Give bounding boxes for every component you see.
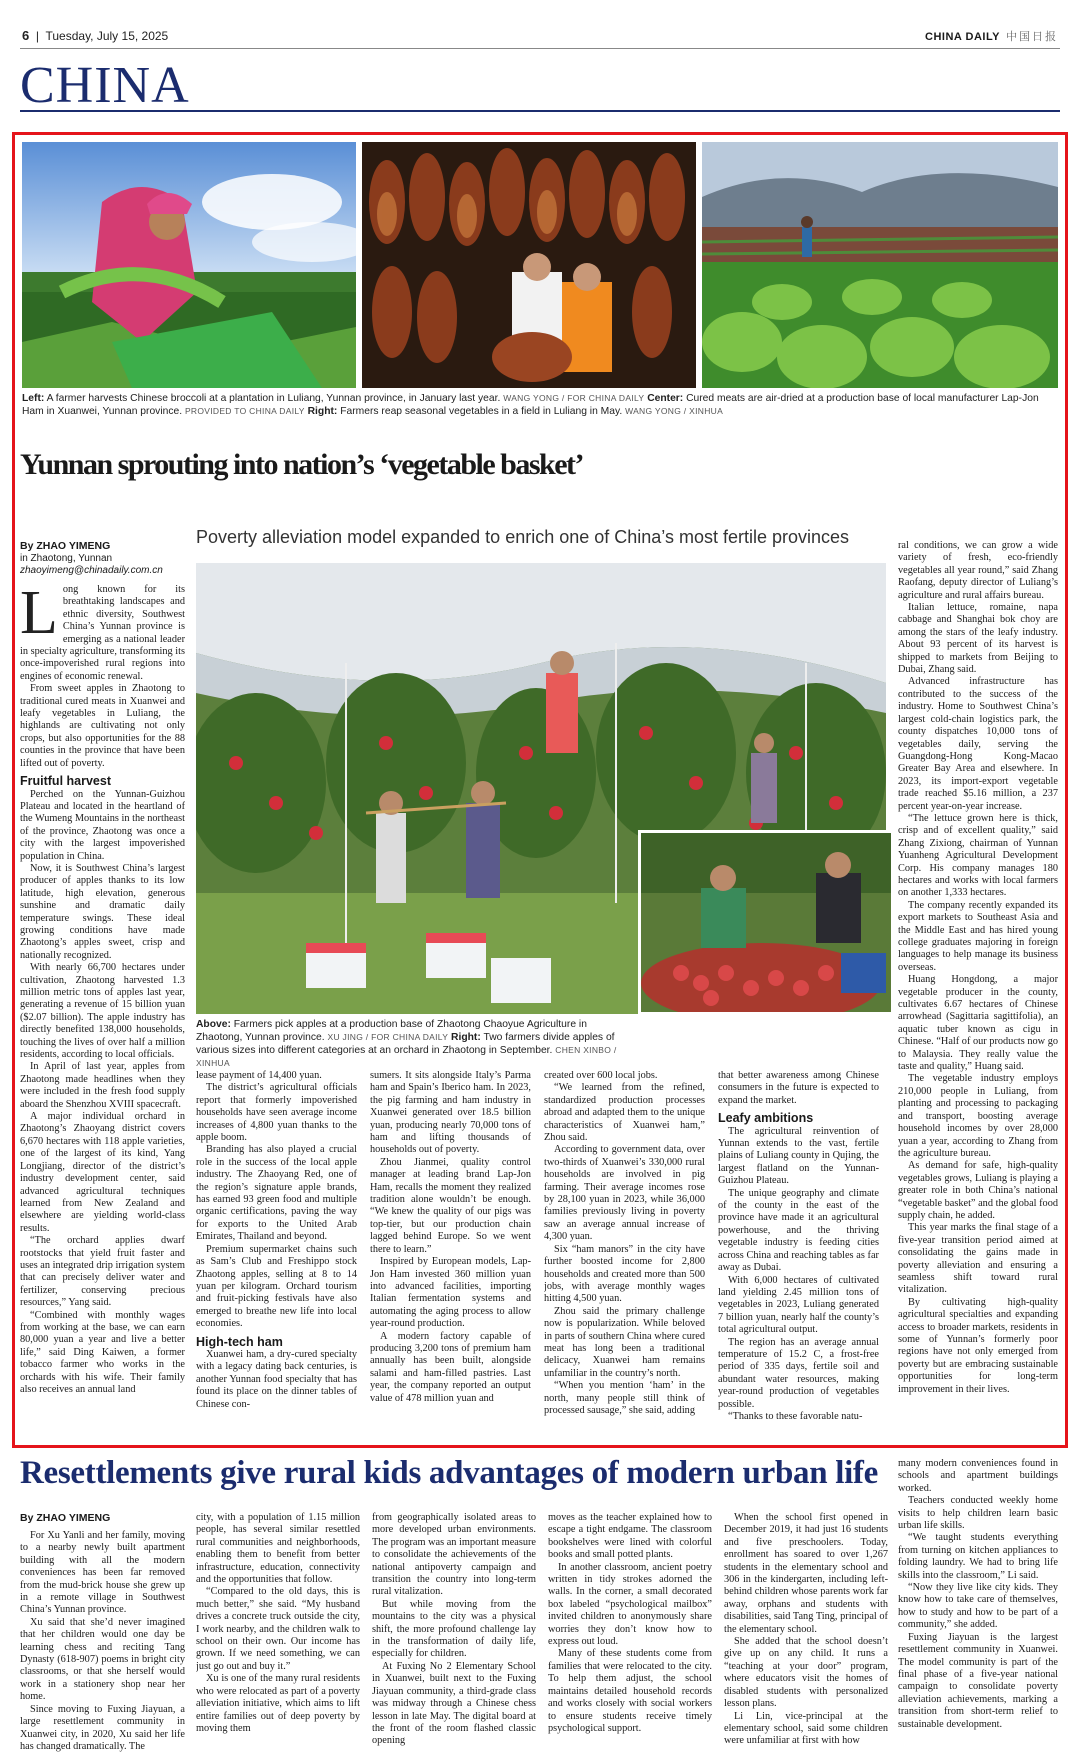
story2-column-3 <box>372 1512 536 1752</box>
page-number: 6 <box>22 28 30 43</box>
issue-date: Tuesday, July 15, 2025 <box>45 29 169 43</box>
top-rule <box>20 48 1060 49</box>
paragraph: She added that the school doesn’t give up on any child. It runs a “teaching at your door” program, where educators visit the homes of disabled students with personalized lesson plans. <box>724 1636 888 1710</box>
paragraph: Six “ham manors” in the city have further boosted income for 2,800 households and created more than 500 jobs, with average monthly wages hitting 4,500 yuan. <box>544 1243 705 1305</box>
paragraph: moves as the teacher explained how to escape a tight endgame. The classroom bookshelves were lined with colorful books and small potted plants. <box>548 1512 712 1561</box>
caption-label-above: Above: <box>196 1019 231 1030</box>
caption-text-above: Farmers pick apples at a production base of Zhaotong Chaoyue Agriculture in Zhaotong, Yunnan province. <box>196 1019 587 1043</box>
paragraph: “Thanks to these favorable natu- <box>728 1410 863 1422</box>
paragraph: “The lettuce grown here is thick, crisp and of excellent quality,” said Zhang Zixiong, chairman of Yunnan Yuanheng Agricultural Development Corp. His company manages 180 hectares and works with local farmers on another 1,333 hectares. <box>898 812 1058 899</box>
masthead <box>925 28 1058 44</box>
paragraph: “Combined with monthly wages from working at the base, we can earn 80,000 yuan a year and live a better life,” said Ding Kaiwen, a former tobacco farmer who works in the orchards with his wife. Their family also receives an annual land <box>20 1309 185 1395</box>
byline <box>20 540 185 577</box>
paragraph: many modern conveniences found in schools and apartment buildings worked. <box>898 1458 1058 1494</box>
paragraph: Italian lettuce, romaine, napa cabbage and Shanghai bok choy are among the stars of the leafy industry. About 93 percent of its harvest is shipped to markets from Beijing to Dubai, Zhang said. <box>898 602 1058 676</box>
crosshead-high-tech-ham: High-tech ham <box>196 1334 283 1349</box>
story1-column-1 <box>20 584 185 1444</box>
caption-credit-center: PROVIDED TO CHINA DAILY <box>184 406 305 416</box>
paragraph: Fuxing Jiayuan is the largest resettlement community in Xuanwei. The model community is part of the final phase of a five-year national campaign to consolidate poverty alleviation achievements, marking a transition from short-term relief to sustainable development. <box>898 1631 1058 1730</box>
byline-author: By ZHAO YIMENG <box>20 540 111 552</box>
paragraph: Huang Hongdong, a major vegetable producer in the county, cultivates 6.67 hectares of Chinese arrowhead (Sagittaria sagittifolia), an aquatic tuber known as cigu in Chinese. “Half of our products now go to Malaysia. They really value the taste and quality,” Huang said. <box>898 974 1058 1073</box>
story2-column-2 <box>196 1512 360 1752</box>
paragraph: Branding has also played a crucial role in the success of the local apple industry. The Zhaoyang Red, one of the region’s signature apple brands, has earned 93 green food and multiple organic certifications, paving the way for exports to the United Arab Emirates, Thailand and beyond. <box>196 1144 357 1243</box>
caption-label-center: Center: <box>644 393 684 404</box>
paragraph: Zhou Jianmei, quality control manager at leading brand Lap-Jon Ham, recalls the moment they realized tradition alone wouldn’t be enough. “We knew the quality of our pigs was top-tier, but our production chain lagged behind Europe. So we went there to learn.” <box>370 1156 531 1255</box>
paper-name: CHINA DAILY <box>925 31 1000 43</box>
paragraph: city, with a population of 1.15 million people, has several similar resettled rural communities and neighborhoods, enabling them to benefit from better infrastructure, education, connectivity and the opportunities that follow. <box>196 1512 360 1586</box>
drop-cap: L <box>20 584 58 647</box>
paragraph: The unique geography and climate of the county in the east of the province have made it an agricultural powerhouse, and the thriving vegetable industry is feeding cities across China and reaching tables as far away as Dubai. <box>718 1187 879 1274</box>
caption-label-left: Left: <box>22 393 45 404</box>
paragraph: “Compared to the old days, this is much better,” she said. “My husband drives a concrete truck outside the city, I work nearby, and the children walk to school on their own. Our income has grown. If we need something, we can just go out and buy it.” <box>196 1586 360 1672</box>
caption-credit-above: XU JING / FOR CHINA DAILY <box>327 1032 449 1042</box>
top-photos-caption <box>22 392 1058 418</box>
story2-byline-author: By ZHAO YIMENG <box>20 1512 111 1524</box>
caption-text-center: Cured meats are air-dried at a production base of local manufacturer Lap-Jon Ham in Xuanwei, Yunnan province. <box>22 393 1039 417</box>
paragraph: Li Lin, vice-principal at the elementary school, said some children were unfamiliar at first with how <box>724 1710 888 1747</box>
story2-column-5 <box>724 1512 888 1752</box>
story1-column-2 <box>196 1070 357 1444</box>
paragraph: Teachers conducted weekly home visits to help children learn basic urban life skills. <box>898 1495 1058 1532</box>
farmer-harvest-photo <box>22 142 356 388</box>
paragraph: Xuanwei ham, a dry-cured specialty with a legacy dating back centuries, is another Yunnan food specialty that has found its place on the dinner tables of Chinese con- <box>196 1348 357 1410</box>
paragraph: With nearly 66,700 hectares under cultivation, Zhaotong harvested 1.3 million metric tons of apples last year, generating a revenue of 15 billion yuan ($2.07 billion). The apple industry has directly benefited 138,000 households, touching the lives of over half a million residents, according to local officials. <box>20 962 185 1061</box>
vegetable-field-photo <box>702 142 1058 388</box>
paragraph: When the school first opened in December 2019, it had just 16 students and five preschoolers. Today, enrollment has soared to over 1,267 students in the elementary school and 306 in the kindergarten, including left-behind children whose parents work far away, orphans and students with disabilities, said Tang Ting, principal of the elementary school. <box>724 1512 888 1635</box>
paragraph: “We learned from the refined, standardized production processes abroad and adapted them to the unique characteristics of Xuanwei ham,” Zhou said. <box>544 1082 705 1144</box>
apple-sorting-photo <box>638 830 894 1015</box>
crosshead-fruitful-harvest: Fruitful harvest <box>20 774 111 789</box>
headline: Yunnan sprouting into nation’s ‘vegetable basket’ <box>20 448 584 481</box>
paper-name-cn: 中国日报 <box>1006 31 1058 43</box>
paragraph: Xu is one of the many rural residents who were relocated as part of a poverty alleviation initiative, which aims to lift entire families out of deep poverty by moving them <box>196 1673 360 1734</box>
paragraph: Xu said that she’d never imagined that her children would one day be learning chess and reciting Tang Dynasty (618-907) poems in bright city classrooms, or that she herself would work in a stationery shop near her home. <box>20 1616 185 1703</box>
story1-column-6 <box>898 540 1058 1444</box>
main-photo-caption <box>196 1018 636 1070</box>
paragraph: Since moving to Fuxing Jiayuan, a large resettlement community in Xuanwei city, in 2020, Xu said her life has changed dramatically. The <box>20 1703 185 1752</box>
paragraph: By cultivating high-quality agricultural specialties and expanding access to broader markets, residents in some of Yunnan’s formerly poor regions have not only emerged from poverty but are embracing sustainable opportunities for long-term improvement in their lives. <box>898 1296 1058 1395</box>
paragraph: This year marks the final stage of a five-year transition period aimed at consolidating the gains made in poverty alleviation and ensuring a seamless shift toward rural vitalization. <box>898 1222 1058 1296</box>
caption-label-right: Right: <box>304 406 338 417</box>
paragraph: With 6,000 hectares of cultivated land yielding 2.45 million tons of vegetables in 2023, Luliang generated 7 billion yuan, nearly half the county’s total agricultural output. <box>718 1274 879 1336</box>
paragraph: that better awareness among Chinese consumers in the future is expected to expand the market. <box>718 1070 879 1106</box>
paragraph: At Fuxing No 2 Elementary School in Xuanwei, built next to the Fuxing Jiayuan community, a third-grade class was midway through a Chinese chess lesson in late May. The digital board at the front of the room flashed classic opening <box>372 1660 536 1747</box>
paragraph: The company recently expanded its export markets to Southeast Asia and the Middle East and has hired young college graduates majoring in foreign languages to help manage its business overseas. <box>898 899 1058 973</box>
story1-column-4 <box>544 1070 705 1444</box>
paragraph: “When you mention ‘ham’ in the north, many people still think of processed sausage,” she said, adding <box>544 1380 705 1416</box>
paragraph: Perched on the Yunnan-Guizhou Plateau and located in the heartland of the Wumeng Mountains in the northeast of the province, Zhaotong was once a city with the largest impoverished population in China. <box>20 788 185 862</box>
paragraph: From sweet apples in Zhaotong to traditional cured meats in Xuanwei and leafy vegetables in Luliang, the highlands are cultivating not only crops, but also opportunities for the 88 counties in the province that have been lifted out of poverty. <box>20 683 185 769</box>
caption-credit-left: WANG YONG / FOR CHINA DAILY <box>503 393 645 403</box>
story2-column-6 <box>898 1458 1058 1752</box>
caption-credit-right: WANG YONG / XINHUA <box>625 406 724 416</box>
paragraph: Advanced infrastructure has contributed to the success of the industry. Home to Southwest China’s largest cold-chain logistics park, the county dispatches 10,000 tons of vegetables daily, serving the Guangdong-Hong Kong-Macao Greater Bay Area and elsewhere. In 2023, its import-export vegetable trade reached $5.16 million, a 237 percent year-on-year increase. <box>898 676 1058 812</box>
caption-text-right-inset: Two farmers divide apples of various sizes into different categories at an orchard in Zhaotong in September. <box>196 1032 615 1056</box>
paragraph: For Xu Yanli and her family, moving to a nearby newly built apartment building with all the modern conveniences has been far removed from the mud-brick house she grew up in a remote village in Southwest China’s Yunnan province. <box>20 1530 185 1616</box>
paragraph: The district’s agricultural officials report that formerly impoverished households have seen average income increases of 4,800 yuan thanks to the apple boom. <box>196 1082 357 1144</box>
paragraph: created over 600 local jobs. <box>544 1070 658 1081</box>
section-title: CHINA <box>20 57 190 114</box>
subheadline: Poverty alleviation model expanded to enrich one of China’s most fertile provinces <box>196 527 850 547</box>
paragraph: As demand for safe, high-quality vegetables grows, Luliang is playing a greater role in both China’s national “vegetable basket” and the global food supply chain, he added. <box>898 1160 1058 1221</box>
story1-column-5 <box>718 1070 879 1444</box>
paragraph: “The orchard applies dwarf rootstocks that yield fruit faster and uses an integrated drip irrigation system that can precisely deliver water and fertilizer, conserving precious resources,” Yang said. <box>20 1235 185 1309</box>
paragraph: A modern factory capable of producing 3,200 tons of premium ham annually has been built, alongside salami and ham-filled pastries. Last year, the company reported an output value of 478 million yuan and <box>370 1330 531 1404</box>
crosshead-leafy-ambitions: Leafy ambitions <box>718 1111 814 1126</box>
story1-column-3 <box>370 1070 531 1444</box>
caption-credit-right-inset: CHEN XINBO / XINHUA <box>196 1045 617 1068</box>
paragraph: According to government data, over two-thirds of Xuanwei’s 330,000 rural households are involved in pig farming. Their average incomes rose by 28,100 yuan in 2023, while 36,000 families previously living in poverty saw an average annual increase of 4,300 yuan. <box>544 1144 705 1243</box>
folio: 6 | Tuesday, July 15, 2025 <box>22 28 169 43</box>
caption-text-left: A farmer harvests Chinese broccoli at a plantation in Luliang, Yunnan province, in January last year. <box>44 393 504 404</box>
paragraph: ong known for its breathtaking landscapes and ethnic diversity, Southwest China’s Yunnan province is emerging as a national leader in specialty agriculture, transforming its once-impoverished rural regions into engines of economic renewal. <box>20 584 185 682</box>
story2-headline: Resettlements give rural kids advantages of modern urban life <box>20 1455 878 1491</box>
paragraph: Premium supermarket chains such as Sam’s Club and Freshippo stock Zhaotong apples, selling at 8 to 14 yuan per kilogram. Orchard tourism and fruit-picking festivals have also emerged to breathe new life into local economies. <box>196 1243 357 1330</box>
story2-column-4 <box>548 1512 712 1752</box>
paragraph: A major individual orchard in Zhaotong’s Zhaoyang district covers 6,670 hectares with 118 apple varieties, one of the largest of its kind, Yang Longjiang, director of the district’s industry development center, said advanced agricultural techniques learned from New Zealand and elsewhere are yielding world-class results. <box>20 1111 185 1234</box>
paragraph: lease payment of 14,400 yuan. <box>196 1070 322 1081</box>
story2-column-1 <box>20 1530 185 1752</box>
story2-byline <box>20 1512 110 1525</box>
paragraph: “We taught students everything from turning on kitchen appliances to folding laundry. We had to bring life skills into the classroom,” Li said. <box>898 1532 1058 1581</box>
paragraph: The vegetable industry employs 210,000 people in Luliang, from planting and processing to packaging and transport, boosting average household incomes by over 28,000 yuan a year, according to Zhang from the agriculture bureau. <box>898 1073 1058 1159</box>
paragraph: from geographically isolated areas to more developed urban environments. The program was an important measure to consolidate the achievements of the national antipoverty campaign and transition the country into long-term rural vitalization. <box>372 1512 536 1598</box>
paragraph: But while moving from the mountains to the city was a physical shift, the more profound challenge lay in the transformation of daily life, especially for children. <box>372 1598 536 1660</box>
paragraph: The agricultural reinvention of Yunnan extends to the vast, fertile plains of Luliang county in Qujing, the largest flatland on the Yunnan-Guizhou Plateau. <box>718 1125 879 1187</box>
paragraph: ral conditions, we can grow a wide variety of fresh, eco-friendly vegetables all year round,” said Zhang Raofang, deputy director of Luliang’s agriculture and rural affairs bureau. <box>898 540 1058 601</box>
dateline: in Zhaotong, Yunnan <box>20 553 113 564</box>
author-email: zhaoyimeng@chinadaily.com.cn <box>20 565 163 576</box>
paragraph: “Now they live like city kids. They know how to take care of themselves, how to study and how to be part of a community,” she added. <box>898 1582 1058 1631</box>
paragraph: Zhou said the primary challenge now is popularization. While beloved in parts of southern China where cured meat has long been a traditional delicacy, Xuanwei ham remains unfamiliar in the country’s north. <box>544 1305 705 1379</box>
caption-label-right-inset: Right: <box>448 1032 481 1043</box>
paragraph: sumers. It sits alongside Italy’s Parma ham and Spain’s Iberico ham. In 2023, the pig farming and ham industry in Xuanwei generated over 18.5 billion yuan, producing nearly 70,000 tons of ham and lifting thousands of households out of poverty. <box>370 1070 531 1156</box>
caption-text-right: Farmers reap seasonal vegetables in a field in Luliang in May. <box>337 406 626 417</box>
paragraph: Now, it is Southwest China’s largest producer of apples thanks to its low latitude, high elevation, generous sunshine and dramatic daily temperature swings. These ideal growing conditions have made Zhaotong’s apples sweet, crisp and nationally recognized. <box>20 862 185 961</box>
paragraph: In April of last year, apples from Zhaotong made headlines when they were included in the fresh food supply aboard the Shenzhou XVIII spacecraft. <box>20 1061 185 1110</box>
cured-ham-photo <box>362 142 696 388</box>
section-rule <box>20 110 1060 112</box>
paragraph: Inspired by European models, Lap-Jon Ham invested 360 million yuan into advanced facilities, importing Italian fermentation systems and automating the aging process to allow year-round production. <box>370 1256 531 1330</box>
paragraph: Many of these students come from families that were relocated to the city. To help them adjust, the school maintains detailed household records and works closely with social workers to ensure students receive timely psychological support. <box>548 1648 712 1734</box>
paragraph: The region has an average annual temperature of 15.2 C, a frost-free period of 335 days, fertile soil and abundant water resources, making year-round production of vegetables possible. <box>718 1336 879 1410</box>
paragraph: In another classroom, ancient poetry written in tidy strokes adorned the walls. In the corner, a small decorated box labeled “psychological mailbox” invited children to anonymously share worries they don’t know how to express out loud. <box>548 1561 712 1648</box>
